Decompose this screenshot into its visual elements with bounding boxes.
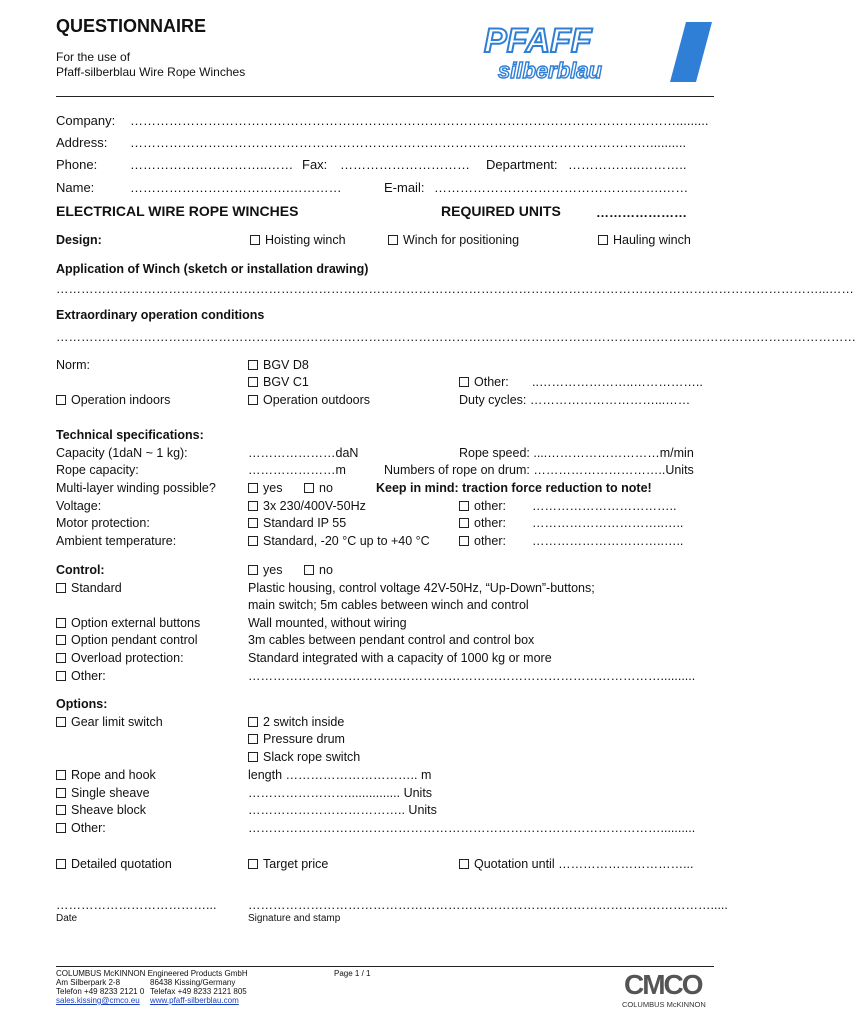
ambient-other-field[interactable]: …………………………..….. <box>532 534 684 548</box>
footer-email-link[interactable]: sales.kissing@cmco.eu <box>56 996 140 1005</box>
quotation-until-label: Quotation until …………………………... <box>474 857 694 871</box>
operation-outdoors-label: Operation outdoors <box>263 393 371 407</box>
control-overload-desc: Standard integrated with a capacity of 1000 kg or more <box>248 651 552 665</box>
control-standard[interactable] <box>56 581 122 595</box>
checkbox[interactable] <box>248 536 258 546</box>
design-hauling-label: Hauling winch <box>613 233 691 247</box>
section-title: ELECTRICAL WIRE ROPE WINCHES <box>56 203 299 219</box>
required-units-label: REQUIRED UNITS <box>441 203 561 219</box>
option-pressure-drum-label: Pressure drum <box>263 732 345 746</box>
multilayer-no-label: no <box>319 481 333 495</box>
capacity-label: Capacity (1daN ~ 1 kg): <box>56 446 188 460</box>
checkbox[interactable] <box>248 377 258 387</box>
control-pendant-desc: 3m cables between pendant control and control box <box>248 633 535 647</box>
checkbox[interactable] <box>56 653 66 663</box>
multilayer-no[interactable] <box>304 481 333 495</box>
control-standard-label: Standard <box>71 581 122 595</box>
checkbox[interactable] <box>248 501 258 511</box>
operation-indoors[interactable] <box>56 393 170 407</box>
signature-label: Signature and stamp <box>248 913 341 924</box>
control-yes-label: yes <box>263 563 283 577</box>
design-positioning[interactable] <box>388 233 519 247</box>
control-overload[interactable] <box>56 651 184 665</box>
footer-fax: Telefax +49 8233 2121 805 <box>150 987 247 996</box>
control-pendant[interactable] <box>56 633 197 647</box>
extraordinary-field[interactable]: ………………………………………………………………………………………………………………………………………………………………………… <box>56 330 856 344</box>
design-label: Design: <box>56 233 102 247</box>
cmco-logo-sub: COLUMBUS McKINNON <box>622 1000 706 1009</box>
fax-label: Fax: <box>302 157 328 172</box>
checkbox[interactable] <box>248 518 258 528</box>
quotation-until[interactable] <box>459 857 694 871</box>
options-label: Options: <box>56 697 108 711</box>
cmco-logo-graphic <box>620 968 714 1010</box>
control-overload-label: Overload protection: <box>71 651 184 665</box>
fax-field[interactable]: ………………………… <box>340 157 470 172</box>
option-single-sheave-label: Single sheave <box>71 786 150 800</box>
checkbox[interactable] <box>304 565 314 575</box>
checkbox[interactable] <box>388 235 398 245</box>
control-other-field[interactable]: ……………………………………………………………………………………….......... <box>248 669 696 683</box>
control-other-label: Other: <box>71 669 106 683</box>
footer-web-link[interactable]: www.pfaff-silberblau.com <box>150 996 239 1005</box>
checkbox[interactable] <box>56 823 66 833</box>
checkbox[interactable] <box>56 805 66 815</box>
checkbox[interactable] <box>56 717 66 727</box>
ropes-on-drum-field[interactable]: Numbers of rope on drum: …………………………..Units <box>384 463 694 477</box>
page-title: QUESTIONNAIRE <box>56 16 207 36</box>
name-label: Name: <box>56 180 95 195</box>
header-divider <box>56 96 714 97</box>
name-field[interactable]: ……………………………….………… <box>130 180 342 195</box>
norm-other[interactable] <box>459 375 509 389</box>
control-no-label: no <box>319 563 333 577</box>
control-external-buttons[interactable] <box>56 616 200 630</box>
ambient-label: Ambient temperature: <box>56 534 177 548</box>
design-hoisting-label: Hoisting winch <box>265 233 346 247</box>
subtitle-line-2: Pfaff-silberblau Wire Rope Winches <box>56 65 246 79</box>
single-sheave-units-field[interactable]: ……………………............... Units <box>248 786 433 800</box>
rope-capacity-field[interactable]: …………………m <box>248 463 346 477</box>
option-other-label: Other: <box>71 821 106 835</box>
page-number: Page 1 / 1 <box>334 969 371 978</box>
rope-length-field[interactable]: length ………………………….. m <box>248 768 432 782</box>
option-two-switch-label: 2 switch inside <box>263 715 345 729</box>
footer-street: Am Silberpark 2-8 <box>56 978 121 987</box>
date-field[interactable]: ………………………………... <box>56 898 217 912</box>
checkbox[interactable] <box>459 501 469 511</box>
ambient-standard-label: Standard, -20 °C up to +40 °C <box>263 534 430 548</box>
control-external-buttons-desc: Wall mounted, without wiring <box>248 616 407 630</box>
footer-company: COLUMBUS McKINNON Engineered Products GmbH <box>56 969 248 978</box>
multilayer-label: Multi-layer winding possible? <box>56 481 216 495</box>
option-rope-hook-label: Rope and hook <box>71 768 156 782</box>
ambient-other-label: other: <box>474 534 506 548</box>
department-label: Department: <box>486 157 558 172</box>
phone-field[interactable]: …………………………..…… <box>130 157 294 172</box>
design-positioning-label: Winch for positioning <box>403 233 520 247</box>
voltage-label: Voltage: <box>56 499 102 513</box>
multilayer-yes-label: yes <box>263 481 283 495</box>
operation-indoors-label: Operation indoors <box>71 393 171 407</box>
checkbox[interactable] <box>250 235 260 245</box>
option-slack-rope[interactable] <box>248 750 360 764</box>
checkbox[interactable] <box>248 859 258 869</box>
control-external-buttons-label: Option external buttons <box>71 616 201 630</box>
company-label: Company: <box>56 113 116 128</box>
target-price[interactable] <box>248 857 328 871</box>
cmco-logo-text: CMCO <box>624 969 702 1000</box>
control-standard-desc-2: main switch; 5m cables between winch and control <box>248 598 529 612</box>
rope-capacity-label: Rope capacity: <box>56 463 139 477</box>
checkbox[interactable] <box>304 483 314 493</box>
norm-bgv-c1[interactable] <box>248 375 309 389</box>
option-single-sheave[interactable] <box>56 786 150 800</box>
motor-other-label: other: <box>474 516 506 530</box>
tech-spec-label: Technical specifications: <box>56 428 204 442</box>
application-field[interactable]: …………………………………………………………………………………………………………………………………………………………………...…… <box>56 282 854 296</box>
required-units-field[interactable]: ………………… <box>596 205 687 220</box>
checkbox[interactable] <box>248 565 258 575</box>
pfaff-silberblau-logo <box>478 20 714 84</box>
option-slack-rope-label: Slack rope switch <box>263 750 361 764</box>
norm-bgv-d8[interactable] <box>248 358 309 372</box>
address-field[interactable]: ………………………………………………………………………………………………………….......... <box>130 135 687 150</box>
voltage-other-field[interactable]: …………………………….. <box>532 499 677 513</box>
email-label: E-mail: <box>384 180 425 195</box>
checkbox[interactable] <box>459 536 469 546</box>
norm-other-label: Other: <box>474 375 509 389</box>
sheave-block-units-field[interactable]: ……………………………….. Units <box>248 803 437 817</box>
control-pendant-label: Option pendant control <box>71 633 198 647</box>
checkbox[interactable] <box>56 635 66 645</box>
control-standard-desc-1: Plastic housing, control voltage 42V-50Hz, “Up-Down”-buttons; <box>248 581 595 595</box>
checkbox[interactable] <box>248 395 258 405</box>
rope-speed-field[interactable]: Rope speed: ....………………………m/min <box>459 446 694 460</box>
motor-other[interactable] <box>459 516 506 530</box>
company-field[interactable]: ………………………………………………………………………………………………………………......... <box>130 113 709 128</box>
checkbox[interactable] <box>56 788 66 798</box>
voltage-other[interactable] <box>459 499 506 513</box>
cmco-logo <box>620 968 714 1010</box>
option-gear-limit-label: Gear limit switch <box>71 715 163 729</box>
control-other[interactable] <box>56 669 106 683</box>
target-price-label: Target price <box>263 857 329 871</box>
multilayer-yes[interactable] <box>248 481 282 495</box>
checkbox[interactable] <box>459 377 469 387</box>
norm-bgv-d8-label: BGV D8 <box>263 358 309 372</box>
option-two-switch[interactable] <box>248 715 344 729</box>
motor-protection-label: Motor protection: <box>56 516 150 530</box>
address-label: Address: <box>56 135 108 150</box>
checkbox[interactable] <box>598 235 608 245</box>
detailed-quotation-label: Detailed quotation <box>71 857 172 871</box>
design-hoisting[interactable] <box>250 233 346 247</box>
motor-standard[interactable] <box>248 516 346 530</box>
checkbox[interactable] <box>56 671 66 681</box>
footer-city: 86438 Kissing/Germany <box>150 978 236 987</box>
operation-outdoors[interactable] <box>248 393 370 407</box>
checkbox[interactable] <box>248 717 258 727</box>
voltage-other-label: other: <box>474 499 506 513</box>
subtitle-line-1: For the use of <box>56 50 131 64</box>
checkbox[interactable] <box>248 360 258 370</box>
application-label: Application of Winch (sketch or installation drawing) <box>56 262 369 276</box>
logo-sub-text: silberblau <box>498 58 602 83</box>
control-yes[interactable] <box>248 563 282 577</box>
option-other-field[interactable]: ……………………………………………………………………………………….......... <box>248 821 696 835</box>
checkbox[interactable] <box>248 734 258 744</box>
option-sheave-block-label: Sheave block <box>71 803 147 817</box>
option-gear-limit[interactable] <box>56 715 163 729</box>
option-other[interactable] <box>56 821 106 835</box>
option-pressure-drum[interactable] <box>248 732 345 746</box>
checkbox[interactable] <box>56 770 66 780</box>
checkbox[interactable] <box>248 752 258 762</box>
control-label: Control: <box>56 563 105 577</box>
checkbox[interactable] <box>56 395 66 405</box>
option-sheave-block[interactable] <box>56 803 146 817</box>
email-field[interactable]: ……………………………………….…….…… <box>434 180 689 195</box>
ambient-standard[interactable] <box>248 534 430 548</box>
motor-other-field[interactable]: …………………………..….. <box>532 516 684 530</box>
checkbox[interactable] <box>459 859 469 869</box>
voltage-standard[interactable] <box>248 499 366 513</box>
logo-text: PFAFF <box>484 22 592 60</box>
checkbox[interactable] <box>459 518 469 528</box>
norm-bgv-c1-label: BGV C1 <box>263 375 309 389</box>
option-rope-hook[interactable] <box>56 768 156 782</box>
date-label: Date <box>56 913 78 924</box>
signature-field[interactable]: …………………………………………………………………………………………………..... <box>248 898 728 912</box>
extraordinary-label: Extraordinary operation conditions <box>56 308 265 322</box>
norm-label: Norm: <box>56 358 91 372</box>
checkbox[interactable] <box>56 859 66 869</box>
motor-standard-label: Standard IP 55 <box>263 516 347 530</box>
control-no[interactable] <box>304 563 333 577</box>
ambient-other[interactable] <box>459 534 506 548</box>
norm-other-field[interactable]: ..…………………..…………….. <box>532 375 703 389</box>
duty-cycles-field[interactable]: Duty cycles: …………………………...…… <box>459 393 691 407</box>
checkbox[interactable] <box>56 583 66 593</box>
traction-note: Keep in mind: traction force reduction to note! <box>376 481 652 495</box>
footer-phone: Telefon +49 8233 2121 0 <box>56 987 145 996</box>
capacity-field[interactable]: …………………daN <box>248 446 359 460</box>
department-field[interactable]: ……………..……….. <box>568 157 687 172</box>
phone-label: Phone: <box>56 157 98 172</box>
voltage-standard-label: 3x 230/400V-50Hz <box>263 499 366 513</box>
detailed-quotation[interactable] <box>56 857 172 871</box>
pfaff-logo-graphic <box>478 20 714 84</box>
design-hauling[interactable] <box>598 233 691 247</box>
footer-divider <box>56 966 714 967</box>
checkbox[interactable] <box>248 483 258 493</box>
checkbox[interactable] <box>56 618 66 628</box>
